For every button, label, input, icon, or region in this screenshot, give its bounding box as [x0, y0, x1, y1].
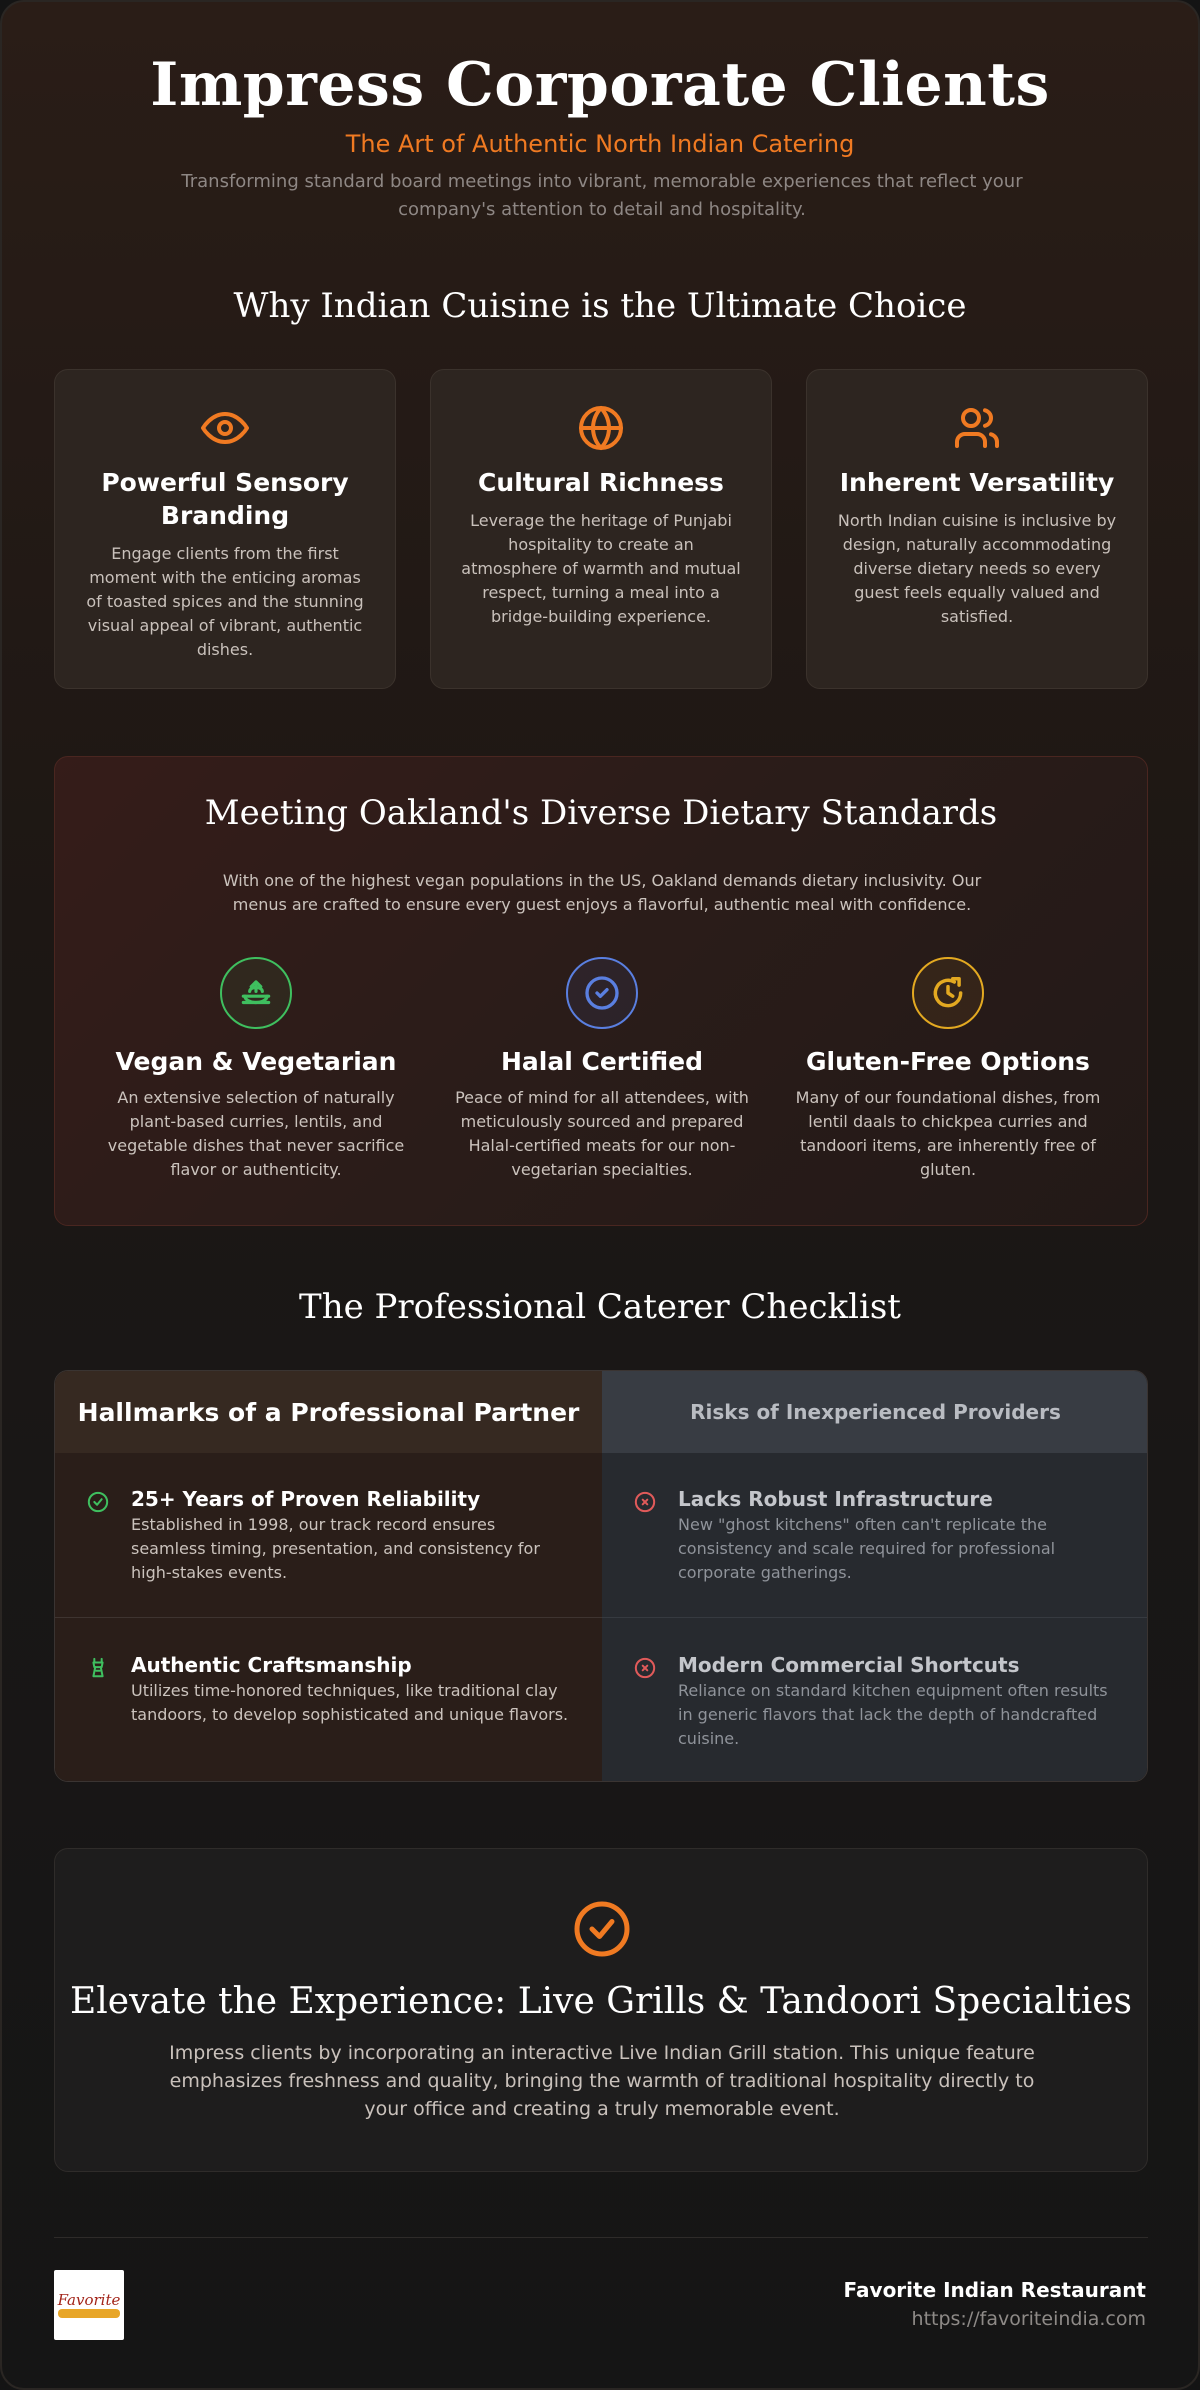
eye-icon — [201, 404, 249, 452]
checklist-table — [54, 1370, 1148, 1782]
pros-column-header — [55, 1371, 602, 1453]
dietary-intro: With one of the highest vegan populations in the US, Oakland demands dietary inclusivity. Our menus are crafted to ensure every guest enjoys a flavorful, authentic meal with confidence. — [222, 871, 982, 914]
x-circle-icon — [634, 1657, 656, 1679]
page-title: Impress Corporate Clients — [150, 50, 1050, 120]
restaurant-logo — [54, 2270, 124, 2340]
cta-title: Elevate the Experience: Live Grills & Tandoori Specialties — [70, 1981, 1132, 2022]
checklist-item-text: New "ghost kitchens" often can't replicate the consistency and scale required for professional corporate gatherings. — [678, 1515, 1056, 1582]
check-badge-icon — [566, 957, 638, 1029]
pros-header-label: Hallmarks of a Professional Partner — [77, 1397, 580, 1427]
dietary-section-title: Meeting Oakland's Diverse Dietary Standards — [204, 793, 998, 833]
why-section-title: Why Indian Cuisine is the Ultimate Choice — [233, 286, 967, 326]
dietary-item-title: Halal Certified — [500, 1047, 704, 1076]
checklist-item-text: Reliance on standard kitchen equipment often results in generic flavors that lack the depth of handcrafted cuisine. — [678, 1681, 1108, 1748]
checklist-item-title: Modern Commercial Shortcuts — [678, 1653, 1020, 1677]
dietary-item-title: Gluten-Free Options — [806, 1047, 1090, 1076]
dietary-item-vegan — [101, 957, 411, 1182]
table-row — [602, 1453, 1148, 1618]
risks-header-label: Risks of Inexperienced Providers — [690, 1400, 1061, 1424]
cta-text: Impress clients by incorporating an interactive Live Indian Grill station. This unique feature emphasizes freshness and quality, bringing the warmth of traditional hospitality directly to your office and creating a truly memorable event. — [169, 2042, 1035, 2120]
page-subtitle: The Art of Authentic North Indian Catering — [345, 130, 855, 158]
checklist-item-text: Established in 1998, our track record ensures seamless timing, presentation, and consistency for high-stakes events. — [131, 1515, 540, 1582]
wheat-free-icon — [912, 957, 984, 1029]
checklist-section-title: The Professional Caterer Checklist — [299, 1287, 901, 1327]
feature-card-text: Engage clients from the first moment with the enticing aromas of toasted spices and the stunning visual appeal of vibrant, authentic dishes. — [86, 544, 364, 659]
footer-brand — [844, 2278, 1146, 2330]
feature-card-text: Leverage the heritage of Punjabi hospitality to create an atmosphere of warmth and mutual respect, turning a meal into a bridge-building experience. — [461, 511, 741, 626]
logo-text: Favorite — [57, 2291, 121, 2309]
dietary-item-text: Peace of mind for all attendees, with meticulously sourced and prepared Halal-certified meats for our non-vegetarian specialties. — [455, 1088, 749, 1179]
feature-card-title: Cultural Richness — [478, 468, 724, 497]
check-circle-icon — [87, 1491, 109, 1513]
restaurant-url-link[interactable]: https://favoriteindia.com — [911, 2308, 1146, 2330]
users-icon — [953, 404, 1001, 452]
pros-column — [55, 1371, 602, 1781]
globe-icon — [577, 404, 625, 452]
feature-card-text: North Indian cuisine is inclusive by design, naturally accommodating diverse dietary needs so every guest feels equally valued and satisfied. — [837, 511, 1117, 626]
feature-card-sensory — [54, 369, 396, 689]
dietary-item-title: Vegan & Vegetarian — [115, 1047, 397, 1076]
dietary-item-text: Many of our foundational dishes, from lentil daals to chickpea curries and tandoori items, are inherently free of gluten. — [795, 1088, 1101, 1179]
table-row — [55, 1453, 602, 1618]
dietary-section — [54, 756, 1148, 1226]
check-circle-icon — [572, 1899, 632, 1959]
chef-hat-icon — [87, 1657, 109, 1679]
checklist-item-title: Lacks Robust Infrastructure — [678, 1487, 993, 1511]
page-description: Transforming standard board meetings into vibrant, memorable experiences that reflect your company's attention to detail and hospitality. — [181, 171, 1023, 220]
dietary-item-text: An extensive selection of naturally plant-based curries, lentils, and vegetable dishes that never sacrifice flavor or authenticity. — [107, 1088, 405, 1179]
feature-card-versatility — [806, 369, 1148, 689]
table-row — [602, 1619, 1148, 1782]
table-row — [55, 1619, 602, 1782]
sprout-bowl-icon — [220, 957, 292, 1029]
checklist-item-text: Utilizes time-honored techniques, like traditional clay tandoors, to develop sophisticated and unique flavors. — [131, 1681, 569, 1724]
logo-ribbon — [58, 2309, 120, 2318]
checklist-item-title: 25+ Years of Proven Reliability — [131, 1487, 481, 1511]
feature-card-title: Inherent Versatility — [839, 468, 1115, 497]
risks-column — [602, 1371, 1148, 1781]
dietary-item-gluten-free — [793, 957, 1103, 1182]
dietary-item-halal — [447, 957, 757, 1182]
x-circle-icon — [634, 1491, 656, 1513]
risks-column-header — [602, 1371, 1148, 1453]
cta-section — [54, 1848, 1148, 2172]
checklist-item-title: Authentic Craftsmanship — [131, 1653, 412, 1677]
footer-divider — [54, 2237, 1148, 2238]
feature-card-cultural — [430, 369, 772, 689]
feature-card-title: Powerful Sensory Branding — [101, 468, 349, 530]
restaurant-name: Favorite Indian Restaurant — [843, 2278, 1146, 2302]
